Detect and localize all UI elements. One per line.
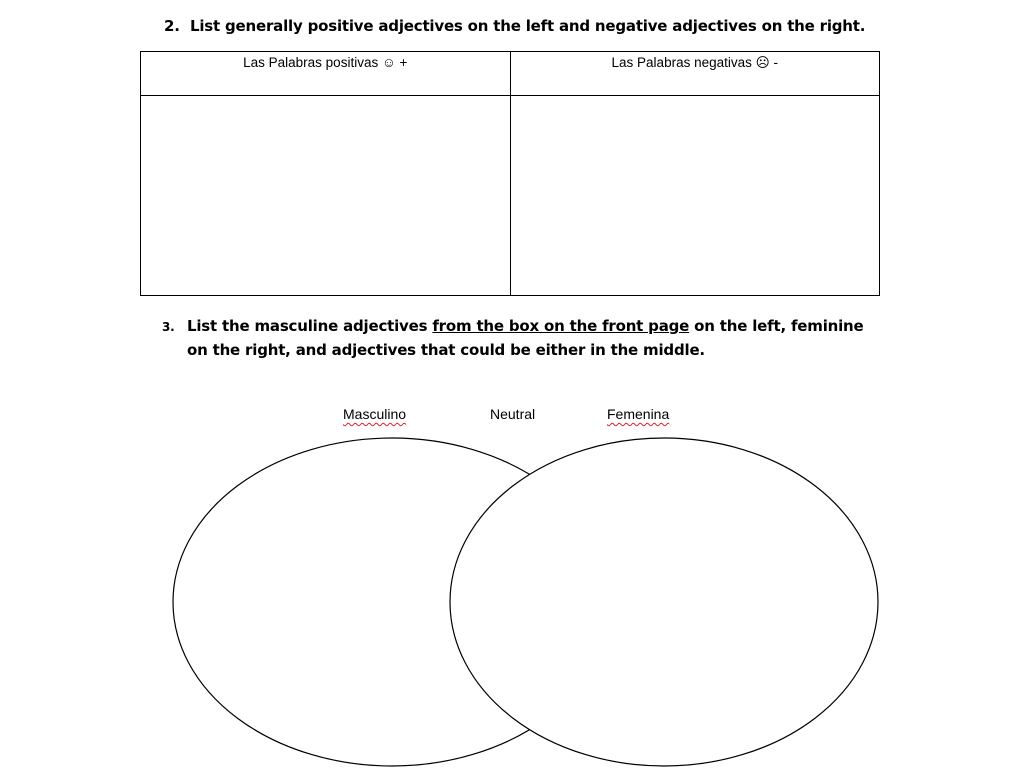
question-2-text: List generally positive adjectives on the left and negative adjectives on the right. [190,17,866,35]
question-3-underlined-text: from the box on the front page [432,317,690,335]
question-3-text-part-1: List the masculine adjectives [187,317,433,335]
question-3-line-2: on the right, and adjectives that could be either in the middle. [187,341,705,359]
venn-label-masculino: Masculino [343,406,407,422]
venn-label-femenina: Femenina [607,406,670,422]
negative-column-header: Las Palabras negativas ☹ - [510,52,880,96]
question-3-text-part-2: on the left, feminine [689,317,864,335]
question-3-number: 3. [162,320,175,334]
question-2-number: 2. [164,17,180,35]
positive-column-header: Las Palabras positivas ☺ + [141,52,511,96]
venn-right-circle[interactable] [450,438,878,766]
venn-label-neutral: Neutral [490,406,536,422]
